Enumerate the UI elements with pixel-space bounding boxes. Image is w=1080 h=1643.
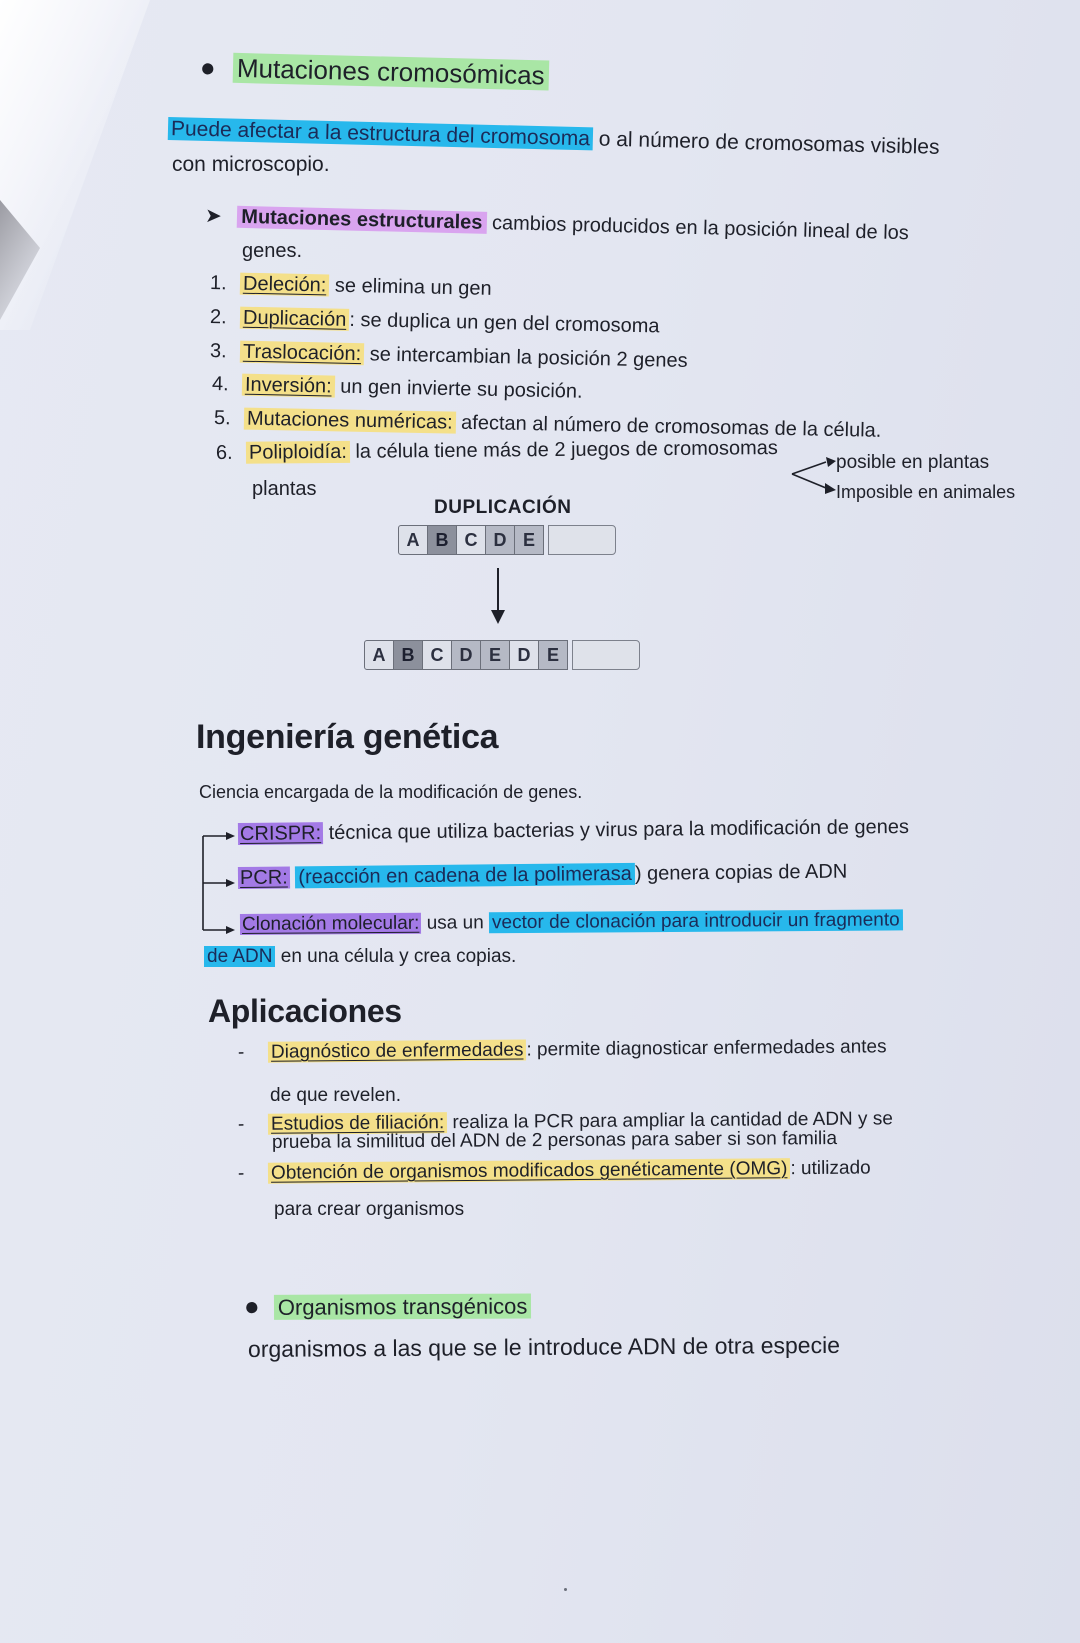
gene-b: B [428, 525, 457, 555]
clonacion-term: Clonación molecular: [241, 912, 420, 935]
down-arrow-icon [486, 566, 510, 626]
page-dot [564, 1588, 567, 1591]
mutaciones-intro-line2: con microscopio. [172, 153, 330, 176]
chromosome-tail [548, 525, 616, 555]
intro-highlight: Puede afectar a la estructura del cromosoma [168, 117, 593, 150]
section-transgenicos-heading [244, 1289, 531, 1322]
gene-d-duplicate: D [510, 640, 539, 670]
crispr-line: CRISPR: técnica que utiliza bacterias y virus para la modificación de genes [239, 815, 910, 845]
estructurales-definition: cambios producidos en la posición lineal de los [486, 211, 910, 245]
list-item-traslocacion: 3. Traslocación: se intercambian la posición 2 genes [209, 340, 688, 373]
filiacion-line2: prueba la similitud del ADN de 2 personas para saber si son familia [271, 1128, 838, 1153]
transgenicos-text: organismos a las que se le introduce ADN de otra especie [247, 1331, 841, 1362]
gene-a: A [364, 640, 394, 670]
crispr-term: CRISPR: [239, 822, 322, 845]
branch-posible: posible en plantas [836, 452, 990, 473]
bracket-arrows-icon [198, 826, 238, 936]
clonacion-line: Clonación molecular: usa un vector de clonación para introducir un fragmento [240, 909, 903, 936]
chromosome-after [364, 640, 640, 670]
term-diagnostico: Diagnóstico de enfermedades [268, 1039, 527, 1062]
term-omg: Obtención de organismos modificados genéticamente (OMG) [268, 1158, 791, 1184]
gene-e-duplicate: E [539, 640, 568, 670]
list-item-numericas: 5. Mutaciones numéricas: afectan al número de cromosomas de la célula. [213, 407, 882, 442]
term-filiacion: Estudios de filiación: [268, 1112, 447, 1135]
term-traslocacion: Traslocación: [240, 341, 365, 366]
chromosome-before [398, 525, 616, 555]
intro-rest: o al número de cromosomas visibles [592, 127, 940, 159]
mutaciones-title: Mutaciones cromosómicas [233, 53, 549, 91]
aplicacion-diagnostico: - Diagnóstico de enfermedades : permite diagnosticar enfermedades antes [237, 1036, 887, 1063]
gene-e: E [481, 640, 510, 670]
poliploidia-line2: plantas [252, 478, 317, 500]
transgenicos-title: Organismos transgénicos [274, 1293, 532, 1319]
term-poliploidia: Poliploidía: [246, 441, 350, 464]
term-numericas: Mutaciones numéricas: [244, 408, 456, 434]
list-item-poliploidia: 6. Poliploidía: la célula tiene más de 2 juegos de cromosomas [215, 437, 778, 464]
ingenieria-title: Ingeniería genética [196, 718, 499, 756]
pcr-line: PCR: (reacción en cadena de la polimerasa ) genera copias de ADN [239, 860, 848, 889]
term-delecion: Deleción: [240, 273, 330, 297]
diagnostico-line2: de que revelen. [270, 1085, 401, 1106]
aplicaciones-title: Aplicaciones [208, 993, 402, 1029]
gene-b: B [394, 640, 423, 670]
bullet-icon: ● [243, 1290, 260, 1321]
gene-d: D [486, 525, 515, 555]
branch-imposible: Imposible en animales [836, 482, 1016, 502]
aplicacion-filiacion: - Estudios de filiación: realiza la PCR para ampliar la cantidad de ADN y se [237, 1108, 893, 1135]
gene-e: E [515, 525, 544, 555]
list-item-duplicacion: 2. Duplicación : se duplica un gen del cromosoma [209, 306, 660, 338]
diagram-title: DUPLICACIÓN [434, 497, 572, 518]
gene-c: C [423, 640, 452, 670]
pcr-term: PCR: [239, 866, 288, 889]
ingenieria-intro: Ciencia encargada de la modificación de genes. [199, 782, 583, 802]
estructurales-line [205, 203, 909, 245]
term-duplicacion: Duplicación [240, 307, 350, 331]
arrowhead-bullet-icon: ➤ [204, 205, 223, 228]
term-inversion: Inversión: [242, 374, 335, 398]
clonacion-highlight: vector de clonación para introducir un fragmento [489, 909, 903, 933]
clonacion-line2: de ADN en una célula y crea copias. [204, 946, 516, 968]
clonacion-highlight-2: de ADN [204, 946, 275, 967]
list-item-inversion: 4. Inversión: un gen invierte su posición. [211, 373, 583, 403]
aplicacion-omg: - Obtención de organismos modificados genéticamente (OMG) : utilizado [237, 1157, 871, 1184]
gene-c: C [457, 525, 486, 555]
branch-arrows-icon [790, 452, 840, 498]
estructurales-definition-line2: genes. [242, 240, 303, 262]
estructurales-term: Mutaciones estructurales [237, 206, 487, 234]
chromosome-tail [572, 640, 640, 670]
gene-a: A [398, 525, 428, 555]
list-item-delecion: 1. Deleción: se elimina un gen [209, 272, 492, 300]
pcr-paren-highlight: (reacción en cadena de la polimerasa [295, 863, 635, 889]
bullet-icon: ● [199, 52, 217, 83]
section-mutaciones-heading [200, 52, 549, 92]
gene-d: D [452, 640, 481, 670]
omg-line2: para crear organismos [274, 1199, 465, 1220]
